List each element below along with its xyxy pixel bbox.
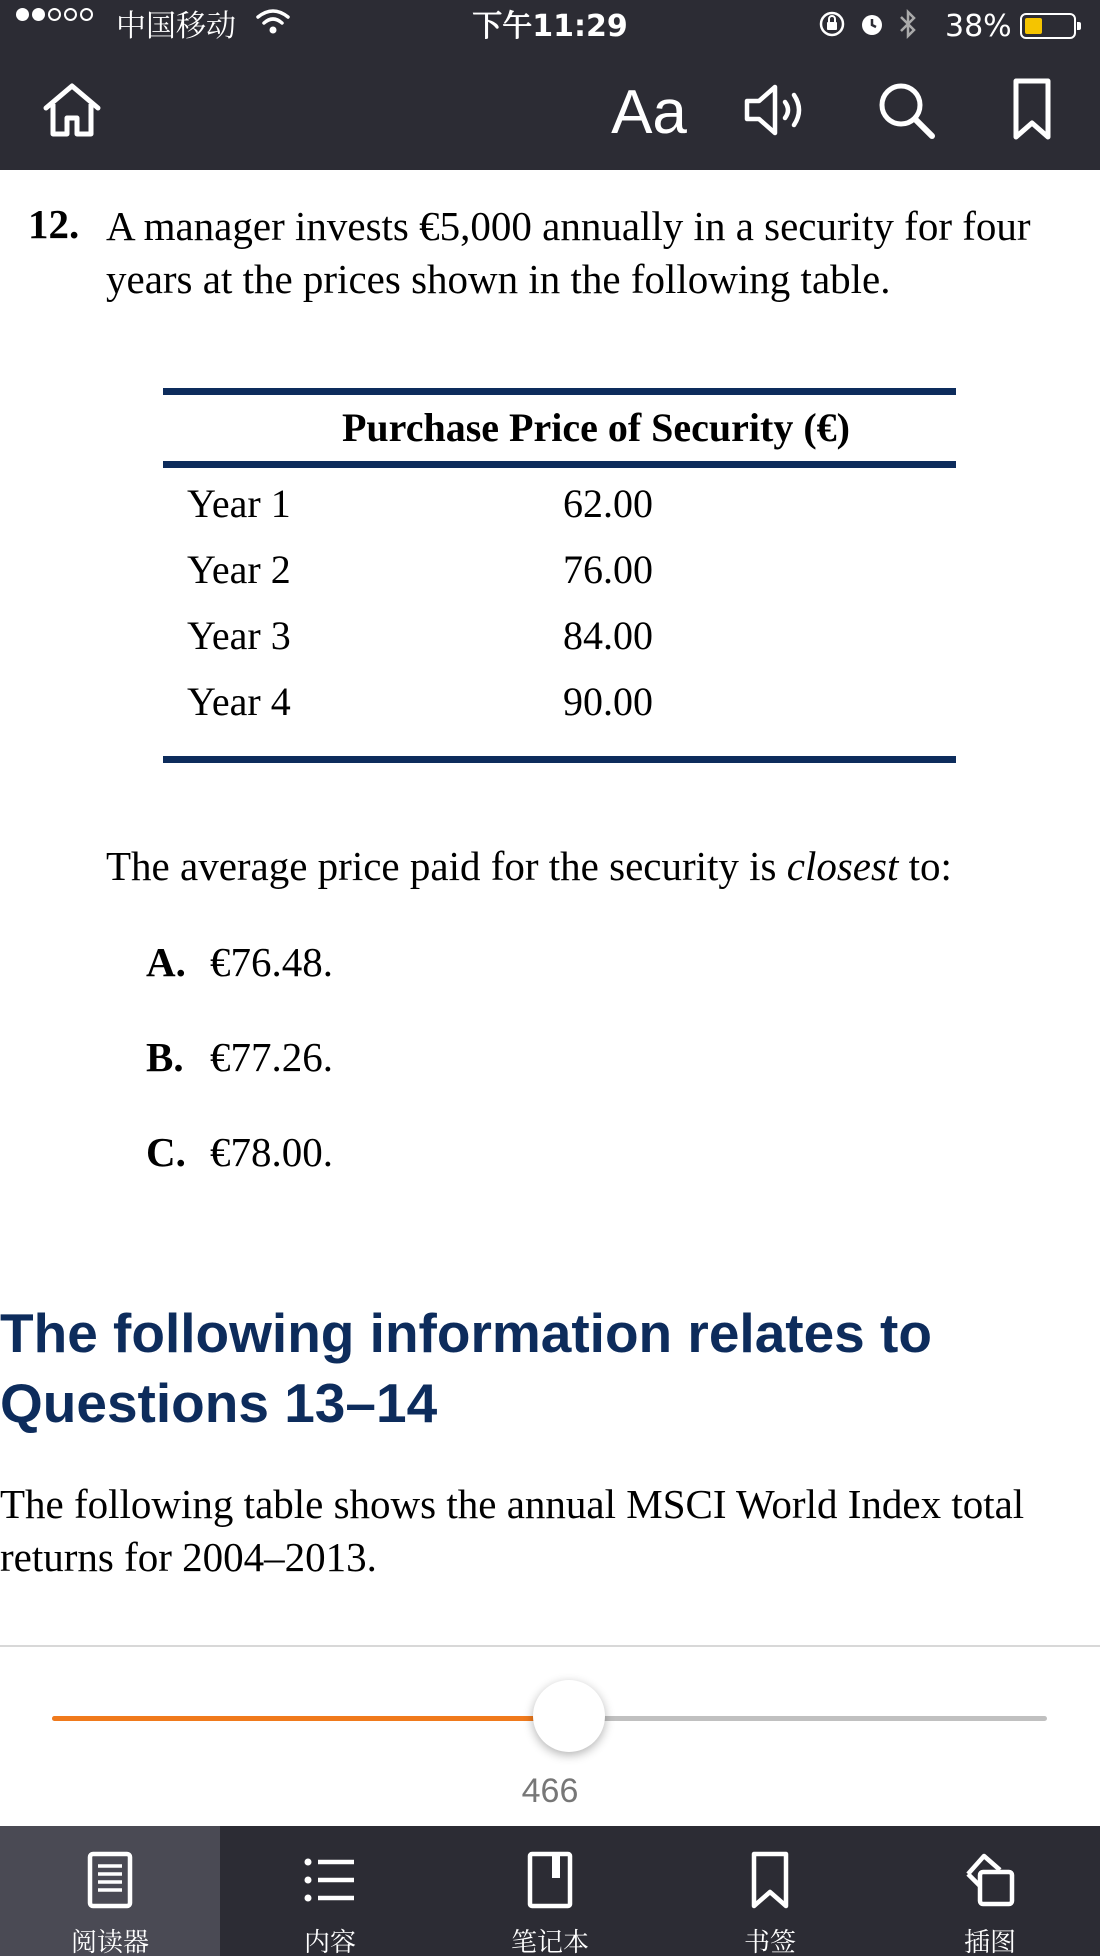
bottom-tab-bar (0, 1826, 1100, 1956)
tab-figures[interactable] (880, 1826, 1100, 1956)
battery-percent: 38% (945, 9, 1012, 44)
option-text: €77.26. (210, 1034, 333, 1080)
table-header: Purchase Price of Security (€) (342, 405, 850, 450)
slider-progress (52, 1716, 569, 1721)
reader-icon (78, 1848, 142, 1912)
option-letter: C. (146, 1129, 186, 1175)
table-top-rule (163, 388, 956, 395)
option-letter: A. (146, 939, 186, 985)
table-bottom-rule (163, 756, 956, 763)
question-prompt (106, 842, 952, 890)
option-letter: B. (146, 1034, 184, 1080)
tab-label: 阅读器 (70, 1928, 149, 1958)
search-icon (874, 78, 938, 147)
question-text: A manager invests €5,000 annually in a security for four years at the prices shown in the following table. (106, 203, 1031, 302)
system-icons (818, 8, 918, 50)
prompt-emphasis: closest (786, 843, 899, 889)
reader-toolbar (0, 54, 1100, 170)
price-cell: 62.00 (563, 481, 653, 526)
search-button[interactable] (866, 76, 946, 148)
slider-thumb[interactable] (533, 1680, 605, 1752)
table-row (163, 670, 956, 736)
table-row (163, 604, 956, 670)
year-cell: Year 4 (187, 679, 291, 724)
page-slider[interactable] (52, 1700, 1047, 1736)
question-number: 12. (28, 201, 80, 247)
tab-label: 插图 (963, 1928, 1016, 1958)
font-size-button[interactable]: Aa (611, 77, 687, 147)
price-cell: 76.00 (563, 547, 653, 592)
option-text: €78.00. (210, 1129, 333, 1175)
tab-label: 内容 (303, 1928, 356, 1958)
status-bar (0, 0, 1100, 54)
option-b (146, 1033, 333, 1081)
section-heading: The following information relates to Questions 13–14 (0, 1302, 932, 1434)
speaker-icon (741, 78, 811, 147)
page-number: 466 (521, 1772, 579, 1810)
year-cell: Year 3 (187, 613, 291, 658)
audio-button[interactable] (736, 76, 816, 148)
section-paragraph: The following table shows the annual MSCI World Index total returns for 2004–2013. (0, 1481, 1025, 1580)
contents-list-icon (298, 1848, 362, 1912)
year-cell: Year 1 (187, 481, 291, 526)
table-row (163, 538, 956, 604)
option-text: €76.48. (210, 939, 333, 985)
figures-icon (958, 1848, 1022, 1912)
bookmark-button[interactable] (992, 76, 1072, 148)
tab-contents[interactable] (220, 1826, 440, 1956)
prompt-text: The average price paid for the security is (106, 843, 787, 889)
status-time: 下午11:29 (472, 9, 628, 44)
bookmark-icon (1008, 77, 1056, 148)
option-c (146, 1128, 333, 1176)
bookmark-icon (738, 1848, 802, 1912)
option-a (146, 938, 333, 986)
tab-label: 笔记本 (510, 1928, 589, 1958)
prompt-suffix: to: (898, 843, 952, 889)
rotation-lock-icon (818, 10, 846, 48)
tab-bookmarks[interactable] (660, 1826, 880, 1956)
table-body (163, 468, 956, 756)
price-cell: 90.00 (563, 679, 653, 724)
battery-icon (1020, 13, 1076, 39)
tab-reader[interactable] (0, 1826, 220, 1956)
table-row (163, 472, 956, 538)
year-cell: Year 2 (187, 547, 291, 592)
price-cell: 84.00 (563, 613, 653, 658)
tab-label: 书签 (743, 1928, 796, 1958)
notebook-icon (518, 1848, 582, 1912)
alarm-icon (858, 10, 886, 48)
price-table (163, 388, 956, 763)
table-header-rule (163, 461, 956, 468)
bluetooth-icon (898, 8, 918, 50)
home-button[interactable] (32, 76, 112, 148)
home-icon (40, 78, 104, 147)
carrier-name: 中国移动 (116, 9, 236, 44)
tab-notebook[interactable] (440, 1826, 660, 1956)
divider (0, 1645, 1100, 1647)
